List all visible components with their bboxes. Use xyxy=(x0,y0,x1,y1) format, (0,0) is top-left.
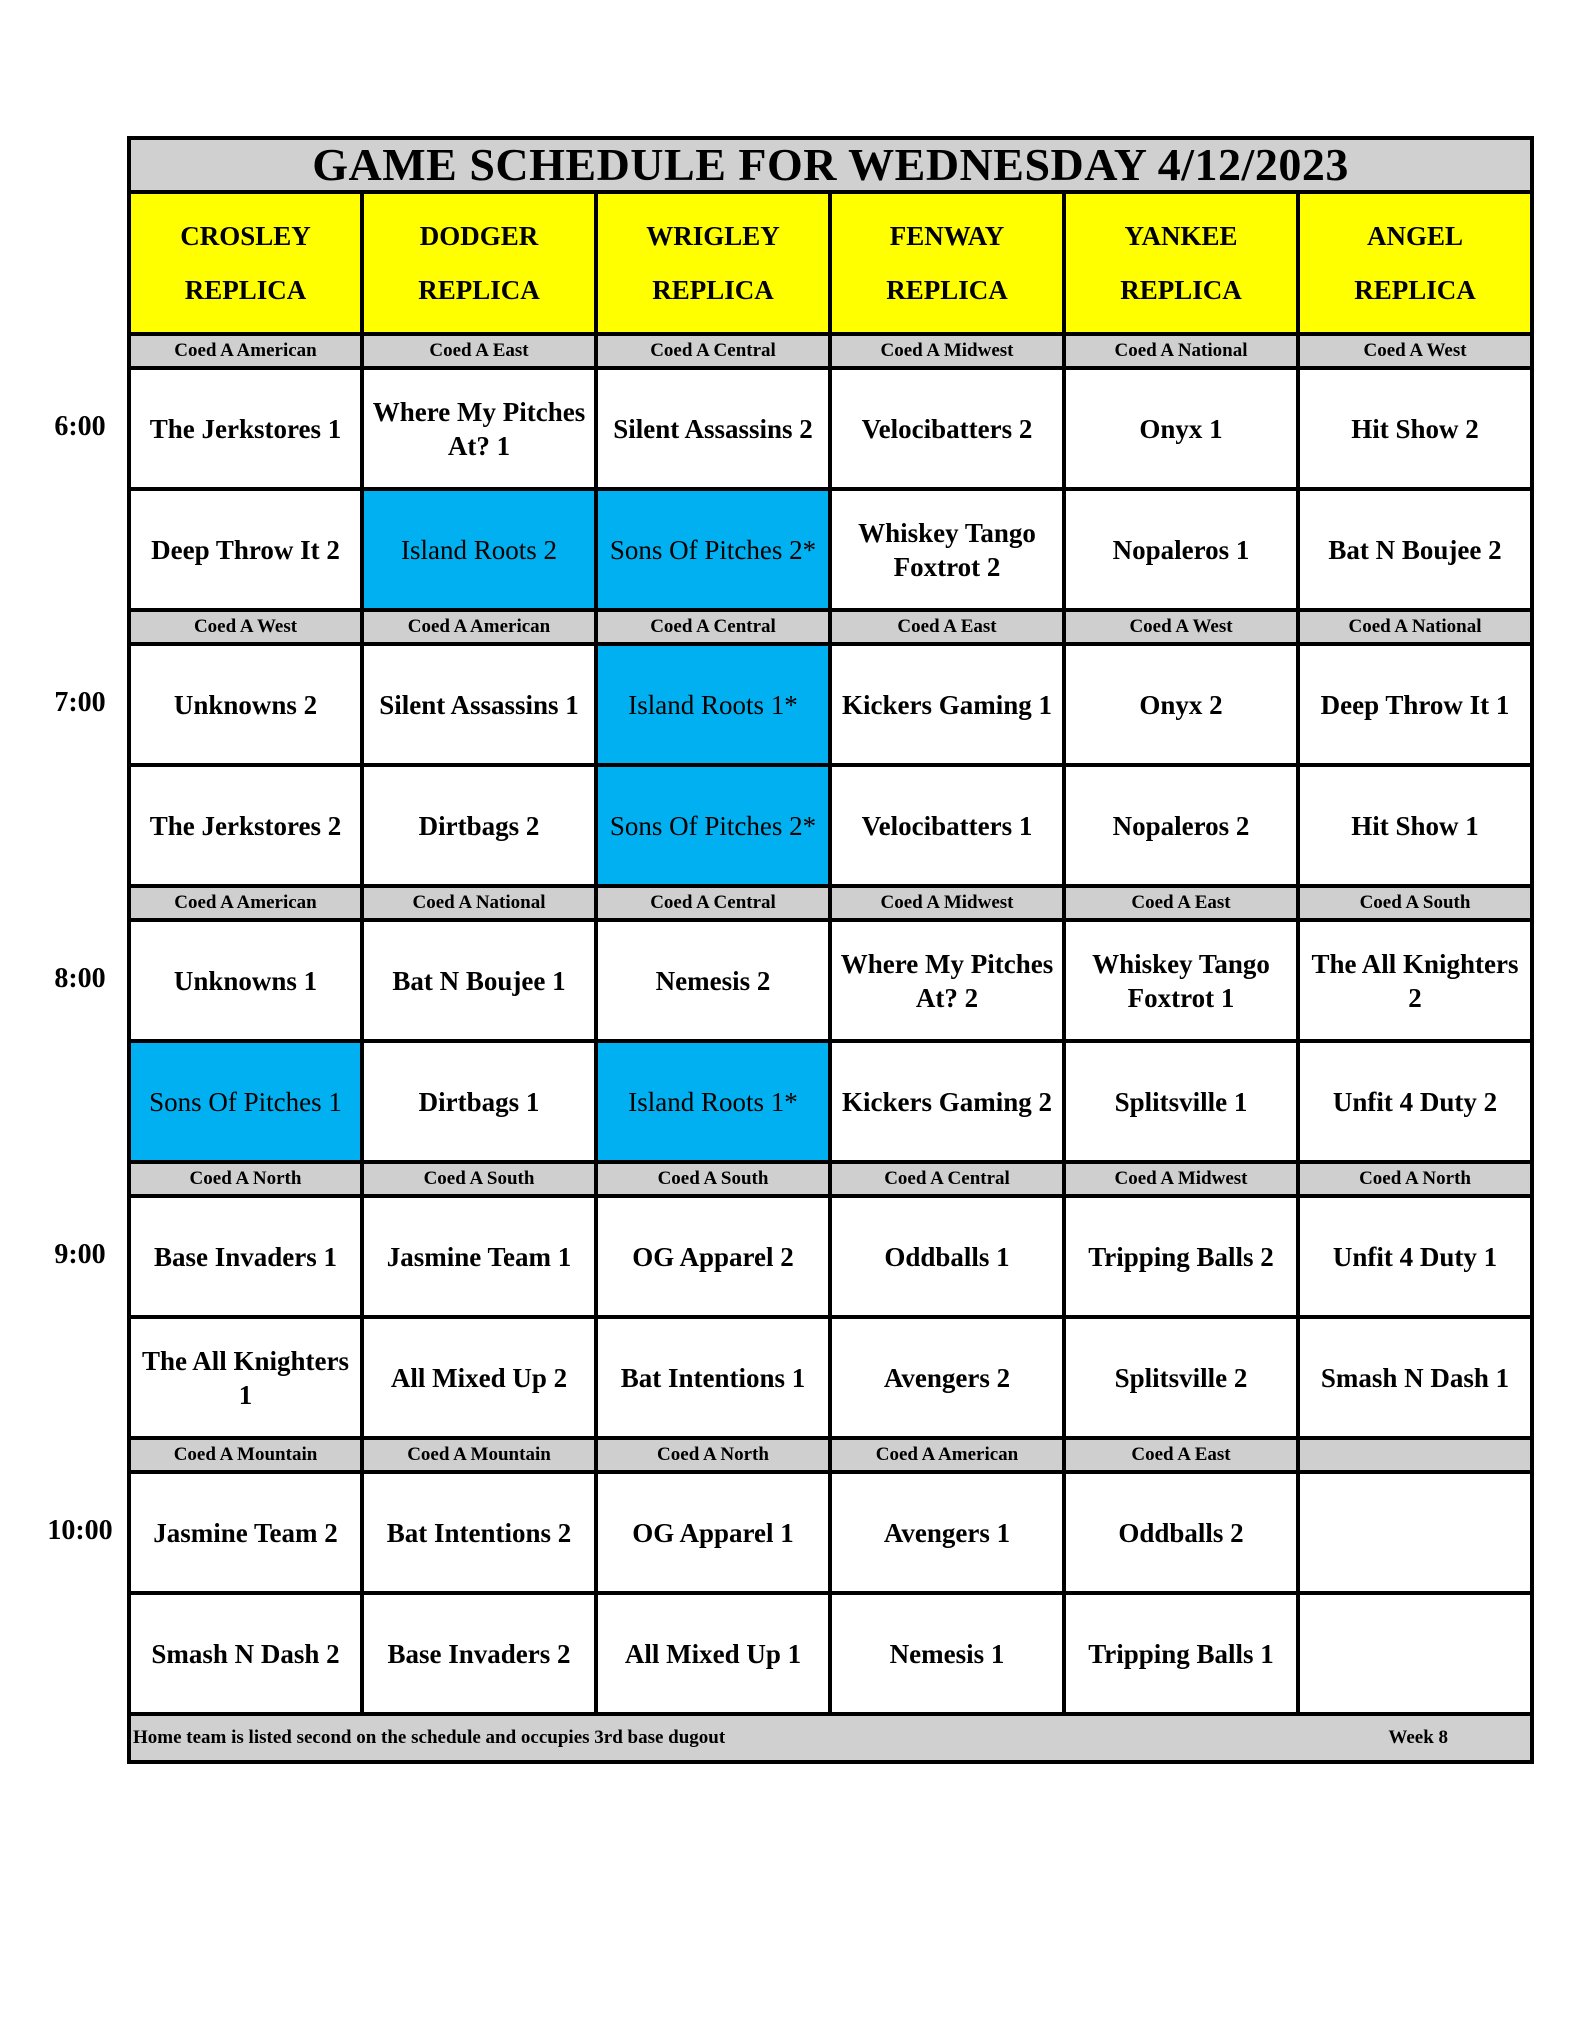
home-team-cell: All Mixed Up 1 xyxy=(596,1593,830,1714)
home-team-row xyxy=(129,1317,1532,1438)
division-label: Coed A Central xyxy=(830,1162,1064,1196)
division-label: Coed A North xyxy=(1298,1162,1532,1196)
home-team-cell: All Mixed Up 2 xyxy=(362,1317,596,1438)
home-team-cell: Island Roots 2 xyxy=(362,489,596,610)
home-team-cell: Sons Of Pitches 2* xyxy=(596,765,830,886)
field-name: CROSLEY xyxy=(180,221,311,251)
division-label: Coed A National xyxy=(1064,334,1298,368)
away-team-cell: Whiskey Tango Foxtrot 1 xyxy=(1064,920,1298,1041)
week-label: Week 8 xyxy=(1388,1727,1449,1748)
home-team-cell: Sons Of Pitches 2* xyxy=(596,489,830,610)
home-team-cell: Splitsville 2 xyxy=(1064,1317,1298,1438)
division-label: Coed A National xyxy=(362,886,596,920)
division-label: Coed A American xyxy=(129,334,362,368)
away-team-cell: Unknowns 2 xyxy=(129,644,362,765)
home-team-cell: Base Invaders 2 xyxy=(362,1593,596,1714)
away-team-cell: Unfit 4 Duty 1 xyxy=(1298,1196,1532,1317)
away-team-cell: The All Knighters 2 xyxy=(1298,920,1532,1041)
home-team-cell: Avengers 2 xyxy=(830,1317,1064,1438)
away-team-cell: Bat N Boujee 1 xyxy=(362,920,596,1041)
division-label: Coed A Midwest xyxy=(830,334,1064,368)
home-team-cell xyxy=(1298,1593,1532,1714)
division-row xyxy=(129,886,1532,920)
field-header-yankee xyxy=(1064,192,1298,334)
field-subtitle: REPLICA xyxy=(1354,275,1476,305)
division-label: Coed A West xyxy=(1064,610,1298,644)
division-label: Coed A Midwest xyxy=(1064,1162,1298,1196)
away-team-cell: Base Invaders 1 xyxy=(129,1196,362,1317)
time-label: 10:00 xyxy=(47,1514,113,1546)
division-label: Coed A North xyxy=(129,1162,362,1196)
division-label: Coed A South xyxy=(596,1162,830,1196)
footer-bar xyxy=(129,1714,1532,1762)
away-team-cell: Hit Show 2 xyxy=(1298,368,1532,489)
division-label: Coed A American xyxy=(129,886,362,920)
away-team-row xyxy=(129,1196,1532,1317)
home-team-cell: Velocibatters 1 xyxy=(830,765,1064,886)
away-team-cell: Oddballs 1 xyxy=(830,1196,1064,1317)
time-label: 6:00 xyxy=(54,410,106,442)
home-team-row xyxy=(129,1041,1532,1162)
division-row xyxy=(129,1438,1532,1472)
page-title: GAME SCHEDULE FOR WEDNESDAY 4/12/2023 xyxy=(129,138,1532,192)
division-label: Coed A South xyxy=(1298,886,1532,920)
away-team-cell: Kickers Gaming 1 xyxy=(830,644,1064,765)
away-team-cell: OG Apparel 2 xyxy=(596,1196,830,1317)
division-label: Coed A Midwest xyxy=(830,886,1064,920)
field-subtitle: REPLICA xyxy=(652,275,774,305)
home-team-cell: Bat N Boujee 2 xyxy=(1298,489,1532,610)
away-team-cell: Tripping Balls 2 xyxy=(1064,1196,1298,1317)
away-team-row xyxy=(129,920,1532,1041)
division-label: Coed A American xyxy=(362,610,596,644)
division-label: Coed A West xyxy=(1298,334,1532,368)
schedule-table xyxy=(127,136,1534,1764)
field-subtitle: REPLICA xyxy=(886,275,1008,305)
division-label: Coed A South xyxy=(362,1162,596,1196)
away-team-row xyxy=(129,368,1532,489)
away-team-cell: Avengers 1 xyxy=(830,1472,1064,1593)
division-label: Coed A Mountain xyxy=(362,1438,596,1472)
home-team-cell: Smash N Dash 2 xyxy=(129,1593,362,1714)
home-team-cell: Island Roots 1* xyxy=(596,1041,830,1162)
field-name: YANKEE xyxy=(1124,221,1238,251)
home-team-cell: Bat Intentions 1 xyxy=(596,1317,830,1438)
home-team-row xyxy=(129,765,1532,886)
away-team-cell: The Jerkstores 1 xyxy=(129,368,362,489)
home-team-cell: Unfit 4 Duty 2 xyxy=(1298,1041,1532,1162)
schedule-sheet xyxy=(127,136,1534,1764)
home-team-cell: Nemesis 1 xyxy=(830,1593,1064,1714)
away-team-cell: Jasmine Team 1 xyxy=(362,1196,596,1317)
home-team-cell: Kickers Gaming 2 xyxy=(830,1041,1064,1162)
division-label: Coed A North xyxy=(596,1438,830,1472)
division-label: Coed A Central xyxy=(596,334,830,368)
division-label: Coed A Central xyxy=(596,886,830,920)
division-row xyxy=(129,1162,1532,1196)
away-team-cell: Unknowns 1 xyxy=(129,920,362,1041)
home-team-cell: Whiskey Tango Foxtrot 2 xyxy=(830,489,1064,610)
away-team-cell: Jasmine Team 2 xyxy=(129,1472,362,1593)
home-team-cell: Tripping Balls 1 xyxy=(1064,1593,1298,1714)
home-team-cell: Nopaleros 1 xyxy=(1064,489,1298,610)
away-team-cell: Oddballs 2 xyxy=(1064,1472,1298,1593)
away-team-cell: Velocibatters 2 xyxy=(830,368,1064,489)
time-label: 9:00 xyxy=(54,1238,106,1270)
time-label: 8:00 xyxy=(54,962,106,994)
away-team-row xyxy=(129,644,1532,765)
home-team-row xyxy=(129,1593,1532,1714)
away-team-cell: Nemesis 2 xyxy=(596,920,830,1041)
field-header-dodger xyxy=(362,192,596,334)
field-subtitle: REPLICA xyxy=(1120,275,1242,305)
field-name: ANGEL xyxy=(1367,221,1464,251)
field-subtitle: REPLICA xyxy=(418,275,540,305)
away-team-cell: Where My Pitches At? 1 xyxy=(362,368,596,489)
footer-note: Home team is listed second on the schedule and occupies 3rd base dugout xyxy=(133,1727,726,1748)
home-team-cell: Hit Show 1 xyxy=(1298,765,1532,886)
away-team-cell: Onyx 2 xyxy=(1064,644,1298,765)
division-label: Coed A National xyxy=(1298,610,1532,644)
division-label: Coed A East xyxy=(830,610,1064,644)
field-name: DODGER xyxy=(419,221,539,251)
home-team-cell: Sons Of Pitches 1 xyxy=(129,1041,362,1162)
home-team-row xyxy=(129,489,1532,610)
time-label: 7:00 xyxy=(54,686,106,718)
home-team-cell: Deep Throw It 2 xyxy=(129,489,362,610)
field-header-wrigley xyxy=(596,192,830,334)
division-label: Coed A American xyxy=(830,1438,1064,1472)
away-team-cell: Silent Assassins 1 xyxy=(362,644,596,765)
away-team-cell: Onyx 1 xyxy=(1064,368,1298,489)
field-name: FENWAY xyxy=(889,221,1005,251)
away-team-cell: Bat Intentions 2 xyxy=(362,1472,596,1593)
division-row xyxy=(129,610,1532,644)
away-team-cell: OG Apparel 1 xyxy=(596,1472,830,1593)
home-team-cell: Nopaleros 2 xyxy=(1064,765,1298,886)
away-team-cell: Where My Pitches At? 2 xyxy=(830,920,1064,1041)
away-team-row xyxy=(129,1472,1532,1593)
field-header-fenway xyxy=(830,192,1064,334)
away-team-cell xyxy=(1298,1472,1532,1593)
away-team-cell: Silent Assassins 2 xyxy=(596,368,830,489)
division-label: Coed A Central xyxy=(596,610,830,644)
division-label: Coed A East xyxy=(1064,1438,1298,1472)
division-label: Coed A West xyxy=(129,610,362,644)
home-team-cell: Splitsville 1 xyxy=(1064,1041,1298,1162)
field-name: WRIGLEY xyxy=(646,221,780,251)
division-label xyxy=(1298,1438,1532,1472)
home-team-cell: The Jerkstores 2 xyxy=(129,765,362,886)
division-label: Coed A Mountain xyxy=(129,1438,362,1472)
home-team-cell: The All Knighters 1 xyxy=(129,1317,362,1438)
division-row xyxy=(129,334,1532,368)
away-team-cell: Deep Throw It 1 xyxy=(1298,644,1532,765)
field-subtitle: REPLICA xyxy=(184,275,307,305)
field-header-crosley xyxy=(129,192,362,334)
field-header-angel xyxy=(1298,192,1532,334)
division-label: Coed A East xyxy=(1064,886,1298,920)
division-label: Coed A East xyxy=(362,334,596,368)
home-team-cell: Smash N Dash 1 xyxy=(1298,1317,1532,1438)
home-team-cell: Dirtbags 1 xyxy=(362,1041,596,1162)
away-team-cell: Island Roots 1* xyxy=(596,644,830,765)
home-team-cell: Dirtbags 2 xyxy=(362,765,596,886)
